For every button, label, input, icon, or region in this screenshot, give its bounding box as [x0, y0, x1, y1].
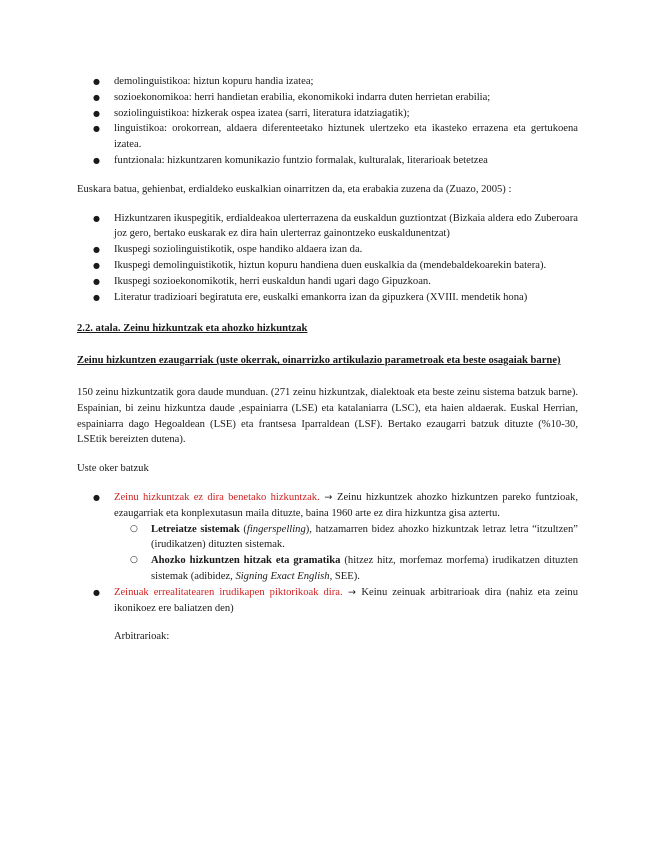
- section-heading: 2.2. atala. Zeinu hizkuntzak eta ahozko hizkuntzak: [77, 323, 308, 335]
- sub-list: [114, 522, 578, 585]
- uste-oker-label: Uste oker batzuk: [77, 463, 149, 475]
- term-italic: fingerspelling: [246, 523, 306, 535]
- myth-item: [114, 490, 578, 585]
- list-item: ● Ikuspegi demolinguistikotik, hiztun kopuru handiena duen euskalkia da (mendebaldekoarekin batera).: [114, 258, 578, 274]
- myth-explanation: Zeinu hizkuntzek ahozko hizkuntzen pareko funtzioak, ezaugarriak eta konplexutasun maila dituzte, baina 1960 arte ez dira hizkuntza gisa aztertu.: [114, 491, 579, 519]
- arrow-icon: →: [319, 491, 337, 503]
- myth-statement: Zeinu hizkuntzak ez dira benetako hizkuntzak.: [114, 491, 320, 503]
- myths-list: [77, 490, 578, 645]
- list-item: ● soziolinguistikoa: hizkerak ospea izatea (sarri, literatura idatziagatik);: [114, 106, 578, 122]
- term: Letreiatze sistemak: [151, 523, 240, 535]
- list-item: ● Ikuspegi sozioekonomikotik, herri euskaldun handi ugari dago Gipuzkoan.: [114, 274, 578, 290]
- list-item: ● linguistikoa: orokorrean, aldaera diferenteetako hiztunek ulertzeko eta ikasteko errazena eta gertukoena izatea.: [114, 121, 578, 153]
- myth-item: [114, 585, 578, 645]
- list-item: ● demolinguistikoa: hiztun kopuru handia izatea;: [114, 74, 578, 90]
- sub-list-item: ○ Letreiatze sistemak (fingerspelling), hatzamarren bidez ahozko hizkuntzak letraz letra “itzultzen” (irudikatzen) dituzten sistemak.: [151, 522, 578, 554]
- section-subheading: Zeinu hizkuntzen ezaugarriak (uste okerrak, oinarrizko artikulazio parametroak eta beste osagaiak barne): [77, 355, 561, 367]
- document-content: [77, 74, 578, 645]
- list-item: ● Hizkuntzaren ikuspegitik, erdialdeakoa ulerterrazena da euskaldun guztiontzat (Bizkaia aldera edo Zuberoara joz gero, bertako euskarak ez dira hain ulerterraz gainontzeko euskaldunentzat): [114, 211, 578, 243]
- list-item: ● sozioekonomikoa: herri handietan erabilia, ekonomikoki indarra duten herrietan erabilia;: [114, 90, 578, 106]
- term: Ahozko hizkuntzen hitzak eta gramatika: [151, 555, 341, 567]
- list-item: ● funtzionala: hizkuntzaren komunikazio funtzio formalak, kulturalak, literarioak betetzea: [114, 153, 578, 169]
- paragraph-zeinu-hizkuntzak: 150 zeinu hizkuntzatik gora daude munduan. (271 zeinu hizkuntzak, dialektoak eta beste zeinu sistema batzuk barne). Espainian, bi zeinu hizkuntza daude ,espainiarra (LSE) eta katalaniarra (LSC), eta haien aldaerak. Euskal Herrian, espainiarra dago Hegoaldean (LSE) eta frantsesa Iparraldean (LSF). Bertako ezaugarri batzuk dituzte (%10-30, LSEtik bereizten dutena).: [77, 386, 578, 446]
- criteria-list: [77, 74, 578, 169]
- sub-list-item: ○ Ahozko hizkuntzen hitzak eta gramatika (hitzez hitz, morfemaz morfema) irudikatzen dituzten sistemak (adibidez, Signing Exact English, SEE).: [151, 553, 578, 585]
- myth-statement: Zeinuak errealitatearen irudikapen piktorikoak dira.: [114, 586, 343, 598]
- list-item: ● Ikuspegi soziolinguistikotik, ospe handiko aldaera izan da.: [114, 242, 578, 258]
- arrow-icon: →: [342, 586, 362, 598]
- myth-explanation: Keinu zeinuak arbitrarioak dira (nahiz eta zeinu ikonikoez ere baliatzen den): [114, 586, 578, 614]
- reasons-list: [77, 211, 578, 306]
- term-italic: Signing Exact English: [235, 570, 330, 582]
- list-item: ● Literatur tradizioari begiratuta ere, euskalki emankorra izan da gipuzkera (XVIII. mendetik hona): [114, 290, 578, 306]
- paragraph-batua: Euskara batua, gehienbat, erdialdeko euskalkian oinarritzen da, eta erabakia zuzena da (Zuazo, 2005) :: [77, 183, 512, 195]
- arbitrarioak-label: Arbitrarioak:: [114, 631, 170, 643]
